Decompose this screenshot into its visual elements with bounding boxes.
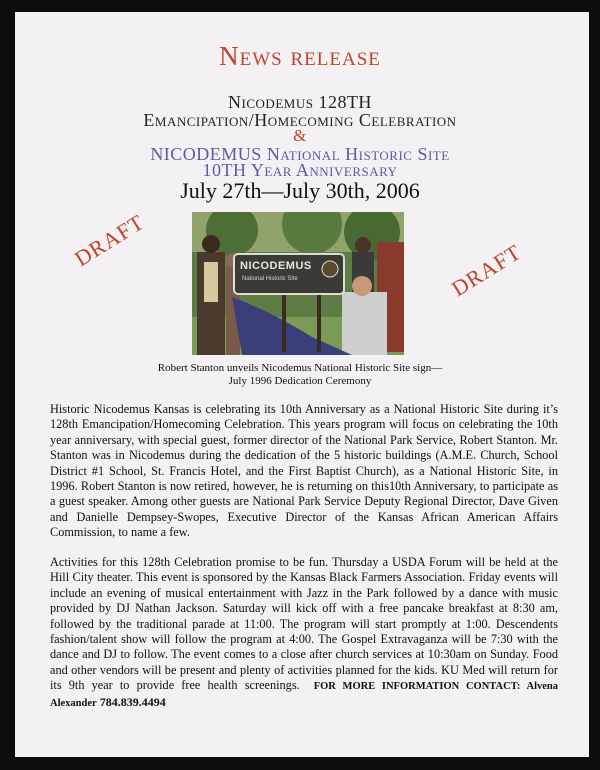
event-title-line-4: 10TH Year Anniversary	[202, 160, 398, 180]
event-title-line-1: Nicodemus 128TH	[228, 92, 372, 112]
photo-caption	[0, 362, 600, 388]
contact-label: FOR MORE INFORMATION CONTACT: Alvena Alexander	[50, 681, 558, 709]
event-title-line-2: Emancipation/Homecoming Celebration	[143, 110, 457, 130]
contact-phone: 784.839.4494	[99, 694, 166, 709]
event-dates: July 27th—July 30th, 2006	[180, 178, 420, 203]
sign-subtitle: National Historic Site	[242, 276, 298, 282]
event-title-line-3: NICODEMUS National Historic Site	[150, 144, 450, 164]
caption-line-2: July 1996 Dedication Ceremony	[228, 375, 372, 387]
caption-line-1: Robert Stanton unveils Nicodemus National Historic Site sign—	[157, 362, 443, 374]
paragraph-anniversary: Historic Nicodemus Kansas is celebrating its 10th Anniversary as a National Historic Site during it’s 128th Emancipation/Homecoming Celebration. This years program will focus on celebrating the 10th year anniversary, with special guest, former director of the National Park Service, Robert Stanton. Mr. Stanton was in Nicodemus during the dedication of the 5 historic buildings (A.M.E. Church, School District #1 School, St. Francis Hotel, and the First Baptist Church), as a National Historic Site, in 1996. Robert Stanton is now retired, however, he is returning on this10th Anniversary, to participate as a guest speaker. Among other guests are National Park Service Deputy Regional Director, Dave Given and Danielle Dempsey-Swopes, Executive Director of the Kansas African American Affairs Commission, to name a few.	[50, 402, 558, 540]
ampersand: &	[293, 126, 307, 145]
photo-illustration	[192, 212, 404, 355]
sign-title: NICODEMUS	[240, 260, 312, 272]
dedication-photo	[192, 212, 404, 355]
activities-text: Activities for this 128th Celebration promise to be fun. Thursday a USDA Forum will be held at the Hill City theater. This event is sponsored by the Kansas Black Farmers Association. Friday events will include an evening of musical entertainment with Jazz in the Park followed by a dance with music provided by DJ Nathan Jackson. Saturday will kick off with a free pancake breakfast at 8:30 am, followed by the traditional parade at 11:00. The program will start promptly at 1:00. Descendents fashion/talent show will follow the program at 4:00. The Gospel Extravaganza will be 7:30 with the dance and DJ to follow. The event comes to a close after church services at 10:30am on Sunday. Food and other vendors will be present and plenty of activities planned for the kids. KU Med will return for its 9th year to provide free health screenings.	[50, 555, 558, 693]
draft-watermark-right: DRAFT	[447, 239, 526, 302]
paragraph-activities	[50, 555, 558, 711]
draft-watermark-left: DRAFT	[70, 209, 149, 272]
news-release-headline: News release	[219, 41, 381, 71]
